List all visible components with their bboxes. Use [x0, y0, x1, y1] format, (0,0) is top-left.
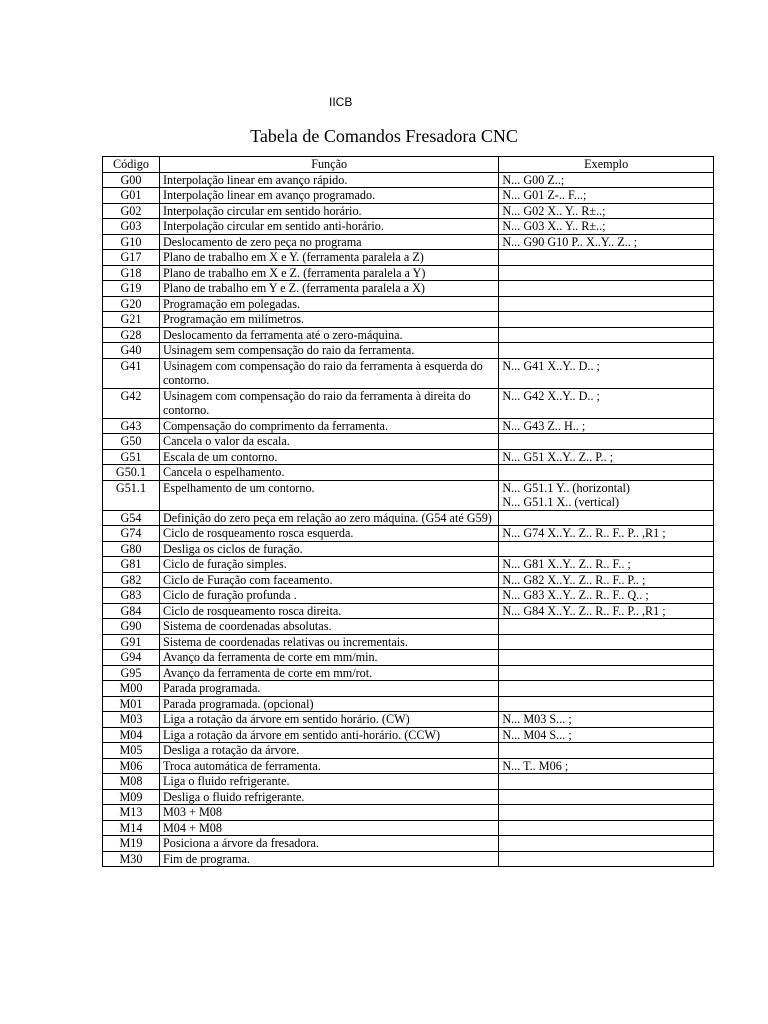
table-row	[103, 572, 714, 588]
table-row	[103, 758, 714, 774]
table-row	[103, 250, 714, 266]
command-function-cell: Plano de trabalho em X e Z. (ferramenta paralela a Y)	[159, 265, 498, 281]
command-example-cell	[499, 312, 714, 328]
table-row	[103, 327, 714, 343]
command-function-cell: Interpolação circular em sentido anti-horário.	[159, 219, 498, 235]
table-row	[103, 388, 714, 418]
command-function-cell: Ciclo de Furação com faceamento.	[159, 572, 498, 588]
command-function-cell: M03 + M08	[159, 805, 498, 821]
command-code-cell: M09	[103, 789, 160, 805]
command-code-cell: G17	[103, 250, 160, 266]
command-code-cell: M03	[103, 712, 160, 728]
table-row	[103, 188, 714, 204]
column-header-function: Função	[159, 157, 498, 173]
command-code-cell: G54	[103, 510, 160, 526]
command-code-cell: G84	[103, 603, 160, 619]
table-row	[103, 557, 714, 573]
table-row	[103, 634, 714, 650]
command-code-cell: G80	[103, 541, 160, 557]
table-row	[103, 541, 714, 557]
command-function-cell: Sistema de coordenadas absolutas.	[159, 619, 498, 635]
command-function-cell: Liga a rotação da árvore em sentido anti-horário. (CCW)	[159, 727, 498, 743]
table-row	[103, 312, 714, 328]
command-code-cell: G03	[103, 219, 160, 235]
table-row	[103, 234, 714, 250]
command-code-cell: M01	[103, 696, 160, 712]
command-example-cell: N... G41 X..Y.. D.. ;	[499, 358, 714, 388]
command-code-cell: G51	[103, 449, 160, 465]
command-example-cell: N... G83 X..Y.. Z.. R.. F.. Q.. ;	[499, 588, 714, 604]
command-code-cell: G00	[103, 172, 160, 188]
command-code-cell: M08	[103, 774, 160, 790]
command-function-cell: Programação em polegadas.	[159, 296, 498, 312]
command-code-cell: G02	[103, 203, 160, 219]
command-code-cell: G50	[103, 434, 160, 450]
command-code-cell: M30	[103, 851, 160, 867]
command-code-cell: M00	[103, 681, 160, 697]
command-function-cell: M04 + M08	[159, 820, 498, 836]
command-example-cell: N... G01 Z-.. F...;	[499, 188, 714, 204]
table-row	[103, 727, 714, 743]
command-code-cell: G41	[103, 358, 160, 388]
command-example-cell: N... G74 X..Y.. Z.. R.. F.. P.. ,R1 ;	[499, 526, 714, 542]
table-row	[103, 526, 714, 542]
table-header-row	[103, 157, 714, 173]
command-code-cell: G21	[103, 312, 160, 328]
command-example-cell: N... T.. M06 ;	[499, 758, 714, 774]
command-function-cell: Definição do zero peça em relação ao zero máquina. (G54 até G59)	[159, 510, 498, 526]
command-code-cell: M19	[103, 836, 160, 852]
command-example-cell	[499, 619, 714, 635]
command-example-cell	[499, 665, 714, 681]
command-example-cell: N... G81 X..Y.. Z.. R.. F.. ;	[499, 557, 714, 573]
command-function-cell: Desliga os ciclos de furação.	[159, 541, 498, 557]
command-function-cell: Escala de um contorno.	[159, 449, 498, 465]
command-example-cell: N... G43 Z.. H.. ;	[499, 418, 714, 434]
command-function-cell: Usinagem com compensação do raio da ferramenta à direita do contorno.	[159, 388, 498, 418]
table-row	[103, 358, 714, 388]
command-function-cell: Ciclo de rosqueamento rosca direita.	[159, 603, 498, 619]
command-code-cell: M04	[103, 727, 160, 743]
table-row	[103, 434, 714, 450]
command-example-cell	[499, 743, 714, 759]
command-example-cell: N... G03 X.. Y.. R±..;	[499, 219, 714, 235]
table-row	[103, 743, 714, 759]
command-code-cell: G10	[103, 234, 160, 250]
table-row	[103, 774, 714, 790]
command-example-cell: N... G90 G10 P.. X..Y.. Z.. ;	[499, 234, 714, 250]
command-example-cell	[499, 805, 714, 821]
command-code-cell: M13	[103, 805, 160, 821]
command-function-cell: Avanço da ferramenta de corte em mm/rot.	[159, 665, 498, 681]
command-code-cell: G74	[103, 526, 160, 542]
page-title: Tabela de Comandos Fresadora CNC	[250, 126, 518, 146]
command-function-cell: Liga o fluido refrigerante.	[159, 774, 498, 790]
table-row	[103, 619, 714, 635]
command-example-cell: N... G51.1 Y.. (horizontal) N... G51.1 X.. (vertical)	[499, 480, 714, 510]
command-code-cell: G50.1	[103, 465, 160, 481]
command-example-cell	[499, 541, 714, 557]
command-function-cell: Sistema de coordenadas relativas ou incrementais.	[159, 634, 498, 650]
command-function-cell: Deslocamento de zero peça no programa	[159, 234, 498, 250]
command-code-cell: M05	[103, 743, 160, 759]
table-row	[103, 281, 714, 297]
command-example-cell: N... G42 X..Y.. D.. ;	[499, 388, 714, 418]
command-example-cell	[499, 281, 714, 297]
column-header-example: Exemplo	[499, 157, 714, 173]
command-example-cell	[499, 851, 714, 867]
command-function-cell: Avanço da ferramenta de corte em mm/min.	[159, 650, 498, 666]
command-code-cell: G40	[103, 343, 160, 359]
table-row	[103, 265, 714, 281]
command-example-cell	[499, 250, 714, 266]
command-code-cell: G81	[103, 557, 160, 573]
command-example-cell	[499, 265, 714, 281]
table-row	[103, 836, 714, 852]
table-row	[103, 449, 714, 465]
command-code-cell: G20	[103, 296, 160, 312]
command-code-cell: G83	[103, 588, 160, 604]
command-example-cell	[499, 465, 714, 481]
command-code-cell: G90	[103, 619, 160, 635]
command-function-cell: Interpolação linear em avanço programado.	[159, 188, 498, 204]
command-code-cell: G82	[103, 572, 160, 588]
command-code-cell: G28	[103, 327, 160, 343]
table-row	[103, 203, 714, 219]
command-example-cell	[499, 820, 714, 836]
table-row	[103, 588, 714, 604]
command-function-cell: Ciclo de furação profunda .	[159, 588, 498, 604]
command-example-cell: N... G82 X..Y.. Z.. R.. F.. P.. ;	[499, 572, 714, 588]
command-example-cell	[499, 510, 714, 526]
commands-table	[102, 156, 714, 867]
command-example-cell	[499, 327, 714, 343]
command-code-cell: G19	[103, 281, 160, 297]
command-function-cell: Posiciona a árvore da fresadora.	[159, 836, 498, 852]
command-function-cell: Compensação do comprimento da ferramenta.	[159, 418, 498, 434]
command-example-cell: N... G51 X..Y.. Z.. P.. ;	[499, 449, 714, 465]
command-function-cell: Fim de programa.	[159, 851, 498, 867]
command-example-cell	[499, 650, 714, 666]
command-function-cell: Plano de trabalho em X e Y. (ferramenta paralela a Z)	[159, 250, 498, 266]
table-row	[103, 465, 714, 481]
command-code-cell: G51.1	[103, 480, 160, 510]
table-row	[103, 296, 714, 312]
command-function-cell: Parada programada. (opcional)	[159, 696, 498, 712]
command-code-cell: G01	[103, 188, 160, 204]
command-function-cell: Liga a rotação da árvore em sentido horário. (CW)	[159, 712, 498, 728]
command-code-cell: M06	[103, 758, 160, 774]
command-example-cell	[499, 343, 714, 359]
command-example-cell	[499, 696, 714, 712]
table-row	[103, 650, 714, 666]
column-header-code: Código	[103, 157, 160, 173]
table-row	[103, 665, 714, 681]
command-function-cell: Programação em milímetros.	[159, 312, 498, 328]
table-row	[103, 696, 714, 712]
command-code-cell: G42	[103, 388, 160, 418]
table-row	[103, 805, 714, 821]
command-example-cell: N... M04 S... ;	[499, 727, 714, 743]
command-function-cell: Plano de trabalho em Y e Z. (ferramenta paralela a X)	[159, 281, 498, 297]
table-row	[103, 789, 714, 805]
command-example-cell: N... M03 S... ;	[499, 712, 714, 728]
command-function-cell: Parada programada.	[159, 681, 498, 697]
command-example-cell: N... G00 Z..;	[499, 172, 714, 188]
command-function-cell: Ciclo de rosqueamento rosca esquerda.	[159, 526, 498, 542]
command-code-cell: G95	[103, 665, 160, 681]
table-row	[103, 603, 714, 619]
command-example-cell	[499, 836, 714, 852]
command-example-cell	[499, 789, 714, 805]
table-row	[103, 219, 714, 235]
table-row	[103, 172, 714, 188]
command-example-cell	[499, 774, 714, 790]
command-function-cell: Desliga a rotação da árvore.	[159, 743, 498, 759]
command-function-cell: Espelhamento de um contorno.	[159, 480, 498, 510]
table-row	[103, 480, 714, 510]
command-function-cell: Troca automática de ferramenta.	[159, 758, 498, 774]
table-row	[103, 820, 714, 836]
command-code-cell: G91	[103, 634, 160, 650]
command-example-cell	[499, 434, 714, 450]
command-example-cell	[499, 681, 714, 697]
table-row	[103, 681, 714, 697]
command-function-cell: Usinagem com compensação do raio da ferramenta à esquerda do contorno.	[159, 358, 498, 388]
command-function-cell: Desliga o fluido refrigerante.	[159, 789, 498, 805]
command-function-cell: Ciclo de furação simples.	[159, 557, 498, 573]
command-example-cell: N... G84 X..Y.. Z.. R.. F.. P.. ,R1 ;	[499, 603, 714, 619]
command-function-cell: Cancela o espelhamento.	[159, 465, 498, 481]
command-code-cell: G94	[103, 650, 160, 666]
table-row	[103, 418, 714, 434]
table-body	[103, 172, 714, 867]
header-tag: IICB	[329, 95, 353, 109]
table-row	[103, 851, 714, 867]
command-example-cell: N... G02 X.. Y.. R±..;	[499, 203, 714, 219]
command-function-cell: Deslocamento da ferramenta até o zero-máquina.	[159, 327, 498, 343]
command-code-cell: M14	[103, 820, 160, 836]
table-row	[103, 510, 714, 526]
command-function-cell: Interpolação circular em sentido horário.	[159, 203, 498, 219]
table-row	[103, 343, 714, 359]
command-code-cell: G18	[103, 265, 160, 281]
command-function-cell: Cancela o valor da escala.	[159, 434, 498, 450]
table-row	[103, 712, 714, 728]
command-example-cell	[499, 296, 714, 312]
command-example-cell	[499, 634, 714, 650]
command-function-cell: Usinagem sem compensação do raio da ferramenta.	[159, 343, 498, 359]
command-code-cell: G43	[103, 418, 160, 434]
command-function-cell: Interpolação linear em avanço rápido.	[159, 172, 498, 188]
